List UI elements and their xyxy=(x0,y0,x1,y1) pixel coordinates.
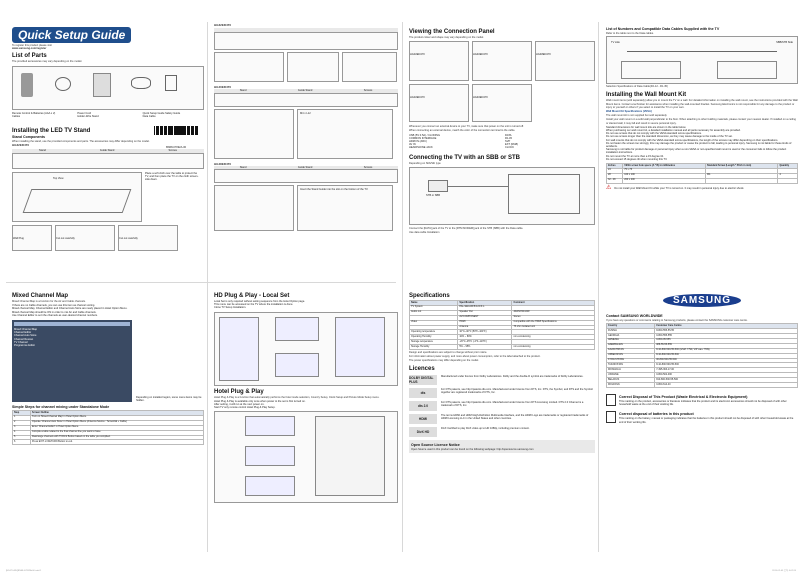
step-figure xyxy=(297,109,393,159)
table-row: Antenna 75 ohm Isolated unit xyxy=(410,325,595,330)
port-item: USB (5V 0.5A) / CLONING xyxy=(409,133,440,137)
port-list xyxy=(409,134,595,150)
licence-text: DivX Certified to play DivX video up to HD 1080p, including premium content. xyxy=(441,426,530,430)
disposal-block xyxy=(606,394,798,406)
menu-item[interactable]: Channel Editor xyxy=(14,331,32,335)
wall-note: When purchasing our wall mount kit, a detailed installation manual and all parts necessary for assembly are provided. xyxy=(606,129,741,133)
table-row: KYRGYZSTAN 00-800-500-55-500 xyxy=(607,358,798,363)
open-source-box xyxy=(409,440,595,453)
step-label: Cut out carefully xyxy=(119,236,138,240)
hd-plug-panel xyxy=(214,290,398,552)
hdplug-item: Local Set is only required without setting sequence from the Hotel Option page. xyxy=(214,300,305,303)
table-row: 32 - 48 200 x 200 xyxy=(607,178,798,183)
connection-panel xyxy=(409,26,595,282)
left-top-panel xyxy=(12,26,204,280)
col-label: Stand xyxy=(239,89,247,93)
col-label: Screws xyxy=(363,89,373,93)
table-row: 2 Operate 'Channel Auto Store' in Hotel Option Menu (Antenna Source : Terrestrial + Cable) xyxy=(13,420,204,425)
wall-note: Do not exceed 15 degrees tilt when mounting this TV. xyxy=(606,157,668,161)
source-text: Open Source used in this product can be found on the following webpage: http://opensource.samsung.com xyxy=(411,447,534,451)
register-url: www.samsung.com/register xyxy=(12,47,47,51)
licence-row xyxy=(409,375,595,385)
spec-table: Name Specification Comment TV System PAL-SECAM B/G D/K L Audio out Speaker Out 40W/20W/10W AV/COMPONENT Stereo Video HDMI Compatible with the HDMI Specifications Antenna 75 ohm Isolated unit Operating temperature 10°C~40°C (50°F~104°F) Operating Humidity 10% ~ 80% non-condensing Storage temperature -20°C~45°C (-4°F~113°F) Storage Humidity 5% ~ 95% non-condensing xyxy=(409,300,595,350)
dts2-logo-icon: dts 2.0 xyxy=(409,401,437,411)
sbb-figure xyxy=(409,167,595,225)
table-row: 1 Turn on 'Mixed Channel Map' in Hotel Option Menu. xyxy=(13,415,204,420)
dolby-logo-icon: DOLBY DIGITAL PLUS xyxy=(409,375,437,385)
contact-panel xyxy=(606,286,798,552)
menu-screenshot xyxy=(12,320,132,402)
holder-wire-icon xyxy=(165,75,177,91)
hotel-item: After setting, it will run at the next power on. xyxy=(214,403,265,407)
device-label: STB or SBB xyxy=(426,193,440,197)
barcode xyxy=(154,126,198,153)
sbb-step: Connect the [DATA] jack of the TV to the [RTM MODEM] jack of the STB (SBB) with the Data cable. xyxy=(409,226,524,230)
page-title: Quick Setup Guide xyxy=(12,27,131,43)
licence-text: Manufactured under licence from Dolby Laboratories. Dolby and the double-D symbol are trademarks of Dolby Laboratories. xyxy=(441,374,584,378)
spec-heading: Specifications xyxy=(409,293,450,299)
table-row: RUSSIA 8-800-555-55-55 xyxy=(607,329,798,334)
parts-illustration xyxy=(12,66,204,110)
part-item: Power Cord xyxy=(77,111,92,115)
mixed-item: Mixed channel Map should be ON in order to mix Air and Cable channels. xyxy=(12,310,97,314)
table-row: MONGOLIA 7-495-363-17-00 xyxy=(607,368,798,373)
table-row: KAZAKHSTAN 8-10-800-500-55-500 (GSM: 7799, VIP care 7799) xyxy=(607,348,798,353)
tv-rear-icon xyxy=(508,174,580,214)
contact-heading: Contact SAMSUNG WORLDWIDE xyxy=(606,314,663,318)
source-heading: Open Source Licence Notice xyxy=(411,442,460,447)
weee-bin-icon xyxy=(606,394,616,406)
col-label: Screws xyxy=(168,149,177,153)
stand-text: When installing the stand, use the provided components and parts. The accessories may differ depending on the model. xyxy=(12,140,150,144)
port-item: EXT (RGB) xyxy=(505,143,519,147)
part-item: Cables xyxy=(12,114,21,118)
part-item: Quick Setup Guide Safety Guide xyxy=(142,111,181,115)
part-item: Data Cable xyxy=(142,114,156,118)
port-item: DATA xyxy=(505,133,512,137)
table-row: BELARUS 810-800-500-55-500 xyxy=(607,378,798,383)
power-cord-icon xyxy=(55,77,71,91)
table-row: 5 Rearrange channels with TOOLS Button based on the table you compiled. xyxy=(13,435,204,440)
guide-booklet-icon xyxy=(93,73,111,97)
menu-item[interactable]: Channel Auto Store xyxy=(14,334,37,338)
stand-heading: Installing the LED TV Stand xyxy=(12,128,91,135)
flow-screen xyxy=(245,476,295,496)
model-label: HG40ED470 xyxy=(214,85,232,90)
stand-sub: Stand Components xyxy=(12,135,45,140)
mixed-text: Mixed Channel Map is a function for the Air and Cable channels. xyxy=(12,300,86,303)
steps-table: Step Screen Outline 1 Turn on 'Mixed Channel Map' in Hotel Option Menu. 2 Operate 'Channel Auto Store' in Hotel Option Menu (Antenna Source : Terrestrial + Cable) 3 Enter 'Channel Editor' in Hotel Option Menu. 4 Compile a table related to the final channel line you want to have. 5 Rearrange channels with TOOLS Button based on the table you compiled. 6 Press EXIT or RETURN Button to exit. xyxy=(12,410,204,445)
sbb-heading: Connecting the TV with an SBB or STB xyxy=(409,154,520,161)
steps-heading: Simple Steps for channel mixing under Standalone Mode xyxy=(12,405,110,410)
cable-heading: List of Numbers and Compatible Data Cables Supplied with the TV xyxy=(606,27,720,31)
port-item: HEADPHONE JACK xyxy=(409,146,433,150)
contact-text: If you have any questions or comments relating to Samsung products, please contact the SAMSUNG customer care centre. xyxy=(606,319,748,322)
licences-heading: Licences xyxy=(409,365,435,372)
register-line: To register this product please visit xyxy=(12,44,52,47)
table-row: UZBEKISTAN 8-10-800-500-55-500 xyxy=(607,353,798,358)
port-item: COMMON INTERFACE xyxy=(409,136,437,140)
table-row: 24 75 x 75 xyxy=(607,168,798,173)
mixed-item: Use Channel Editor to sort the channels as user-desired channel numbers. xyxy=(12,313,98,317)
cable-diagram xyxy=(606,36,798,84)
mixed-item: Mixed channel Map, Channel Editor and Channel Auto Store are newly placed in Hotel Option Menu. xyxy=(12,307,128,311)
parts-header xyxy=(214,89,398,92)
warning-text: Do not install your Wall Mount Kit while your TV is turned on. It may result in personal injury due to electric shock. xyxy=(614,186,745,190)
table-row: Operating temperature 10°C~40°C (50°F~104°F) xyxy=(410,330,595,335)
disposal-heading: Correct Disposal of This Product (Waste Electrical & Electronic Equipment) xyxy=(619,394,748,399)
parts-heading: List of Parts xyxy=(12,53,47,60)
hdplug-flow xyxy=(214,312,398,386)
stand-side-text: Place a soft cloth over the table to protect the TV, and then place the TV on the cloth screen-side down. xyxy=(145,171,199,182)
table-row: UKRAINE 0-800-502-000 xyxy=(607,373,798,378)
table-row: 4 Compile a table related to the final channel line you want to have. xyxy=(13,430,204,435)
connection-note: Whenever you connect an external device to your TV, make sure that power on the unit is turned off. xyxy=(409,125,524,129)
col-label: Stand xyxy=(39,149,46,153)
licence-row xyxy=(409,414,595,424)
flow-screen xyxy=(275,353,319,377)
panel-label: HG32ED470 xyxy=(410,53,425,57)
menu-item[interactable]: Channel Rescan xyxy=(14,337,34,341)
table-row: Storage Humidity 5% ~ 95% non-condensing xyxy=(410,345,595,350)
column-divider xyxy=(598,22,599,552)
hotel-text: Hotel Plug & Play is a function that automatically performs the hotel mode selection, Country Setup, Clock Setup and Picture Mode Setup menu. xyxy=(214,395,380,399)
model-label: HG48ED470 xyxy=(214,161,232,166)
col-label: Stand xyxy=(239,165,247,169)
panel-label: HG40ED470 xyxy=(473,53,488,57)
spec-note: For information about power supply, and more about power consumption, refer to the label attached to the product. xyxy=(409,355,541,359)
col-label: Guide Stand xyxy=(297,89,313,93)
table-row: 6 Press EXIT or RETURN Button to exit. xyxy=(13,440,204,445)
hdplug-item: This menu can be accessed on the TV where the installation is done. xyxy=(214,303,294,307)
mixed-item: If there are no Cable channels, you can use this item as channel sorting. xyxy=(12,304,96,308)
warning-icon: ⚠ xyxy=(606,184,612,191)
menu-header xyxy=(14,322,130,326)
port-item: AV IN xyxy=(409,143,416,147)
cut-figure xyxy=(55,225,115,251)
licence-text: The terms HDMI and HDMI High-Definition Multimedia Interface, and the HDMI Logo are trademarks or registered trademarks of HDMI Licensing LLC in the United States and other countries. xyxy=(441,413,589,420)
hotel-item: Hotel Plug & Play is available only once when power to the set is first turned on. xyxy=(214,399,306,403)
port-item: CLOCK xyxy=(505,146,514,150)
spec-note: The power specifications may differ depending on the model. xyxy=(409,359,479,363)
panel-label: HG32ED470 xyxy=(410,96,425,100)
remote-icon xyxy=(21,73,33,97)
spec-note: Design and specifications are subject to change without prior notice. xyxy=(409,351,488,355)
panel-label: HG40ED470 xyxy=(473,96,488,100)
hotel-item: Start TV only remote control Hotel Plug & Play Setup. xyxy=(214,406,276,410)
wall-notes xyxy=(606,126,798,161)
mixed-menu-row xyxy=(12,320,204,402)
battery-block xyxy=(606,411,798,423)
flow-screen xyxy=(275,317,319,341)
table-row: 3 Enter 'Channel Editor' in Hotel Option Menu. xyxy=(13,425,204,430)
models-panel xyxy=(214,24,398,280)
connection-heading: Viewing the Connection Panel xyxy=(409,29,495,35)
step-figure xyxy=(297,185,393,231)
port-item: HDMI IN (ARC) xyxy=(409,140,427,144)
topview-label: Top View xyxy=(53,176,64,180)
wall-note: For wall mounts that do not comply with the VESA standard screw specifications, the length of the screws may differ depending on their specifications. xyxy=(606,138,779,142)
specifications-panel xyxy=(409,290,595,552)
cable-note: Selection Specifications of Data Cable(RJ-12 - RJ-45) xyxy=(606,85,668,89)
column-divider xyxy=(402,22,403,552)
connection-note-2: When connecting an external device, match the color of the connection terminal to the cable. xyxy=(409,129,516,133)
model-label: HG32ED470 xyxy=(214,24,232,27)
wall-note: Standard dimensions for wall mount kits are shown in the table below. xyxy=(606,125,687,129)
port-item: SVP xyxy=(505,140,511,144)
licence-text: For DTS patents, see http://patents.dts.com. Manufactured under licence from DTS, Inc. DTS, the Symbol, and DTS and the Symbol together are registered trademarks of DTS, Inc. xyxy=(441,387,593,394)
panel-label: HG48ED470 xyxy=(536,53,551,57)
licence-row xyxy=(409,388,595,398)
wall-note: Do not fasten the screws too strongly, this may damage the product or cause the product to fall, leading to personal injury. Samsung is not liable for these kinds of accidents. xyxy=(606,141,792,149)
footer-right: 2015-02-05 오후 4:02:26 xyxy=(772,569,796,572)
battery-text: This marking on the battery, manual or packaging indicates that the batteries in this product should not be disposed of with other household waste at the end of their working life. xyxy=(619,417,794,424)
wall-plug-figure xyxy=(12,225,52,251)
flow-screen xyxy=(219,317,259,381)
table-row: MOLDOVA 0-800-614-40 xyxy=(607,383,798,388)
sbb-step: Use data cable Installation xyxy=(409,231,440,235)
table-row: ARMENIA 0-800-05-555 xyxy=(607,338,798,343)
parts-header xyxy=(214,166,398,169)
stand-steps-2 xyxy=(12,225,204,251)
stb-device-icon xyxy=(428,180,448,192)
mixed-channel-panel xyxy=(12,290,204,552)
hdplug-item: Clone TV Setup Installation. xyxy=(214,306,247,310)
wall-text-2: Install your wall mount on a solid wall perpendicular to the floor. When attaching to other building materials, please contact your nearest dealer. If installed on a ceiling or slanted wall, it may fall and result in severe personal injury. xyxy=(606,118,796,125)
table-row: GEORGIA 0-800-555-555 xyxy=(607,334,798,339)
barcode-stripe xyxy=(197,126,198,135)
wall-mount-panel xyxy=(606,26,798,282)
column-divider xyxy=(207,22,208,552)
table-row: Operating Humidity 10% ~ 80% non-condensing xyxy=(410,335,595,340)
wall-note: Do not mount the TV at more than a 15 degree tilt. xyxy=(606,154,664,158)
table-row: 28 100 x 100 M4 4 xyxy=(607,173,798,178)
stand-tip: Insert the Stand Guide into the slot on the bottom of the TV. xyxy=(300,188,369,192)
row-divider xyxy=(6,282,396,283)
table-row: AV/COMPONENT Stereo xyxy=(410,315,595,320)
model-steps xyxy=(214,109,398,159)
step-label: Wall Plug xyxy=(13,236,24,240)
hdplug-list xyxy=(214,300,398,310)
cable-line xyxy=(627,51,777,52)
vesa-table: Inches VESA screw hole specs (A * B) in millimetres Standard Screw (Length * Pitch in mm) Quantity 24 75 x 75 28 100 x 100 M4 4 32 - 48 200 x 200 xyxy=(606,163,798,184)
part-item: Holder-Wire Stand xyxy=(77,114,99,118)
menu-item[interactable]: Mixed Channel Map xyxy=(14,328,38,332)
part-item: Remote Control & Batteries (AAA x 2) xyxy=(12,111,56,115)
hotel-heading: Hotel Plug & Play xyxy=(214,388,264,395)
wall-bullet: The wall mount kit is not supplied but sold separately. xyxy=(606,114,668,118)
model-parts-figure xyxy=(214,93,398,107)
table-row: Audio out Speaker Out 40W/20W/10W xyxy=(410,310,595,315)
table-row: Video HDMI Compatible with the HDMI Specifications xyxy=(410,320,595,325)
col-label: Screws xyxy=(363,165,373,169)
stand-steps xyxy=(12,172,204,222)
pinout-table xyxy=(621,61,681,79)
wall-sub: Wall Mount Kit Specifications (VESA) xyxy=(606,110,652,114)
flow-screen xyxy=(245,446,295,466)
data-cable-line xyxy=(448,186,508,187)
model-parts-figure xyxy=(214,169,398,183)
connection-intro: The product colour and shape may vary depending on the model. xyxy=(409,36,484,39)
divx-logo-icon: DivX HD xyxy=(409,427,437,437)
disposal-text: This marking on the product, accessories or literature indicates that the product and its electronic accessories should not be disposed of with other household waste at the end of their working life. xyxy=(619,399,787,407)
flow-notes xyxy=(315,416,385,496)
table-row: TADJIKISTAN 8-10-800-500-55-500 xyxy=(607,363,798,368)
stand-parts-figure xyxy=(12,153,204,169)
cut-figure xyxy=(118,225,178,251)
contact-table: Country Customer Care Centre RUSSIA 8-800-555-55-55 GEORGIA 0-800-555-555 ARMENIA 0-800-05-555 AZERBAIJAN 088-55-55-555 KAZAKHSTAN 8-10-800-500-55-500 (GSM: 7799, VIP care 7799) UZBEKISTAN 8-10-800-500-55-500 KYRGYZSTAN 00-800-500-55-500 TADJIKISTAN 8-10-800-500-55-500 MONGOLIA 7-495-363-17-00 UKRAINE 0-800-502-000 BELARUS 810-800-500-55-500 MOLDOVA 0-800-614-40 xyxy=(606,323,798,388)
model-parts-figure xyxy=(214,32,398,50)
col-label: Guide Stand xyxy=(297,165,313,169)
port-item: RJ-45 xyxy=(505,136,512,140)
wall-note: Do not use screws that do not comply with the VESA standard screw specifications. xyxy=(606,132,702,136)
tv-outline xyxy=(23,189,132,213)
flow-screen xyxy=(245,416,295,436)
model-steps xyxy=(214,185,398,231)
hdmi-logo-icon: HDMI xyxy=(409,414,437,424)
parts-list xyxy=(12,112,204,118)
step-figure xyxy=(287,52,339,82)
stand-model: HG32ED470 xyxy=(12,143,30,148)
samsung-logo-text: SAMSUNG xyxy=(663,294,741,307)
licence-row xyxy=(409,427,595,437)
model-steps xyxy=(214,52,398,82)
battery-bin-icon xyxy=(606,411,616,423)
step-figure xyxy=(214,109,294,159)
col-label: Guide Stand xyxy=(99,149,115,153)
table-row: TV System PAL-SECAM B/G D/K L xyxy=(410,305,595,310)
stb-side-label: SBB/STB Side xyxy=(776,41,793,45)
tv-side-label: TV side xyxy=(611,41,620,45)
step-label: Cut out carefully xyxy=(56,236,75,240)
dts-logo-icon: dts xyxy=(409,388,437,398)
mixed-list xyxy=(12,304,204,317)
connection-figures xyxy=(409,41,595,122)
hotel-flow xyxy=(214,411,398,503)
menu-item[interactable]: Programme Editor xyxy=(14,344,36,348)
step-figure xyxy=(214,185,294,231)
barcode-code: BN68-07092A-00 xyxy=(166,146,187,149)
step-figure xyxy=(342,52,397,82)
menu-item[interactable]: TV Channel xyxy=(14,340,28,344)
licence-row xyxy=(409,401,595,411)
table-row: Storage temperature -20°C~45°C (-4°F~113°F) xyxy=(410,340,595,345)
samsung-logo xyxy=(606,290,798,308)
wall-text: Wall mount items (sold separately) allow you to mount the TV on a wall. For detailed information on installing the wall mount, see the instructions provided with the Wall Mount items. Contact a technician for assistance when installing the wall-mounted bracket. Samsung Electronics is not responsible for any damage to the product or injury to yourself or others if you select to install the TV on your own. xyxy=(606,99,798,109)
mixed-heading: Mixed Channel Map xyxy=(12,293,69,299)
pinout-table xyxy=(717,61,777,79)
licence-text: For DTS patents, see http://patents.dts.com. Manufactured under licence from DTS Licensing Limited. DTS 2.0 Channel is a trademark of DTS, Inc. xyxy=(441,400,584,407)
step-figure xyxy=(214,52,284,82)
hdplug-heading: HD Plug & Play - Local Set xyxy=(214,293,290,299)
stand-step-figure xyxy=(12,172,142,222)
battery-heading: Correct disposal of batteries in this product xyxy=(619,412,694,417)
wall-note: Samsung is not liable for product damage or personal injury when a non-VESA or non-specified wall mount is used or the consumer fails to follow the product installation instructions. xyxy=(606,148,787,155)
wall-note: Do not use screws longer than the standard dimension, as they may cause damage to the inside of the TV set. xyxy=(606,135,733,139)
screw-note: M4 x L12 xyxy=(300,111,311,115)
cable-sub: Refer to the table next to the Data cables. xyxy=(606,32,654,35)
menu-side-note: Depending on installed region, some menu items may be hidden. xyxy=(136,395,202,402)
wall-warning xyxy=(606,184,798,191)
parts-intro: The provided accessories may vary depending on the model. xyxy=(12,60,83,64)
hotel-list xyxy=(214,400,398,410)
footer-left: [ED470-RU]BN68-07092A-00 indd 1 xyxy=(6,569,42,572)
table-row: AZERBAIJAN 088-55-55-555 xyxy=(607,343,798,348)
sbb-sub: Depending on Sbb/Stb type xyxy=(409,161,441,165)
flow-screen xyxy=(335,317,385,377)
cable-icon xyxy=(131,77,151,89)
wall-heading: Installing the Wall Mount Kit xyxy=(606,92,687,99)
